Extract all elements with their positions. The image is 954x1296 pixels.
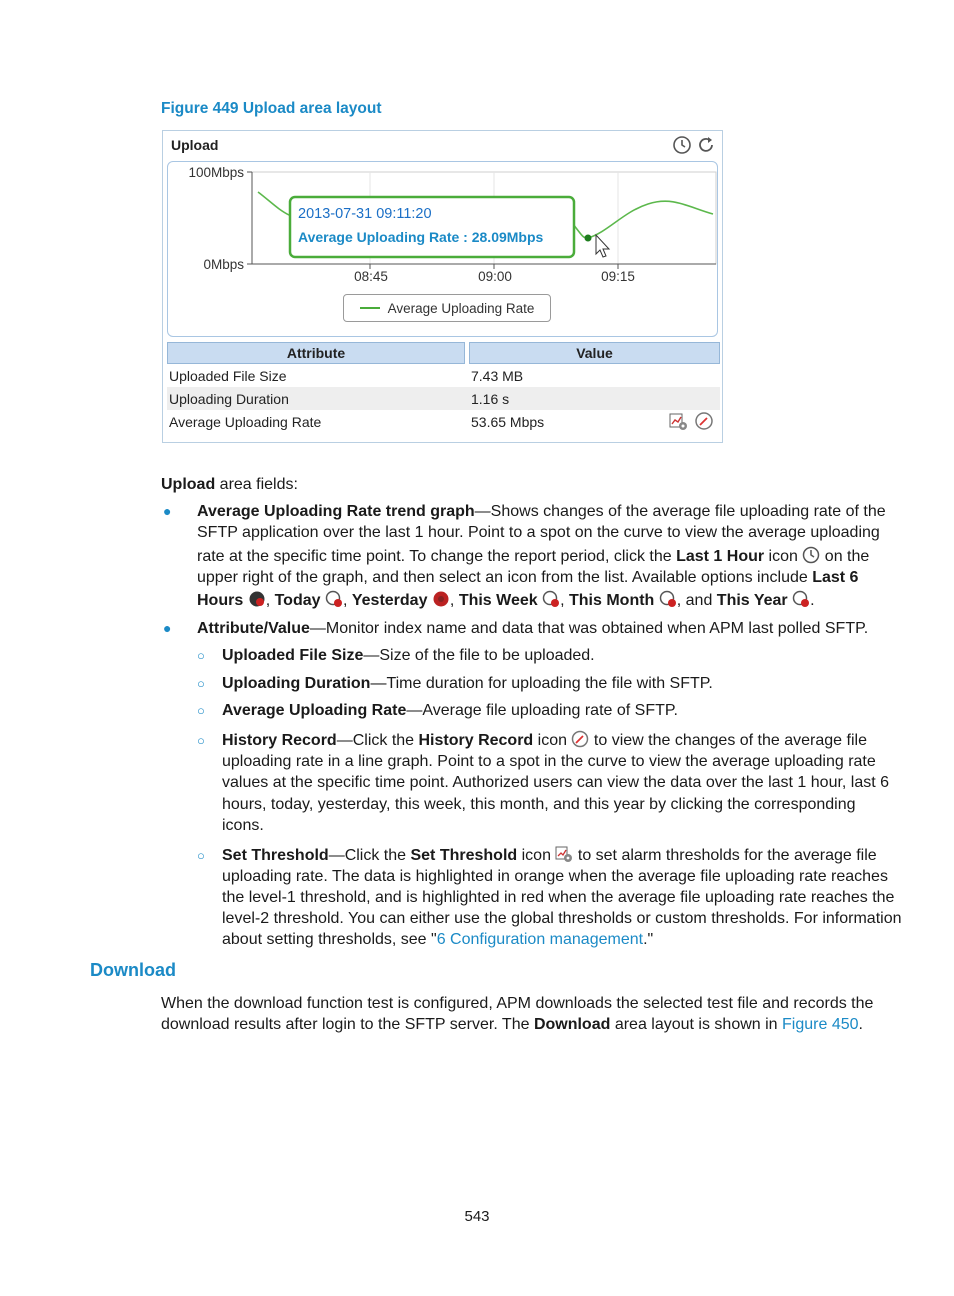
bold-text: Set Threshold — [410, 847, 518, 864]
bold-text: This Year — [716, 592, 788, 609]
bold-text: Set Threshold — [222, 847, 329, 864]
legend-label: Average Uploading Rate — [387, 300, 535, 316]
bold-text: Yesterday — [351, 592, 428, 609]
text: to view the changes of the average file — [589, 732, 867, 749]
text: , and — [676, 592, 717, 609]
text: upper right of the graph, and then select an icon from the list. Available options include — [197, 569, 813, 586]
row-icons — [668, 411, 714, 431]
tooltip-time: 2013-07-31 09:11:20 — [298, 206, 432, 222]
bullet1-line2: SFTP application over the last 1 hour. Point to a spot on the curve to view the average uploading — [197, 524, 880, 541]
bold-text: This Week — [458, 592, 538, 609]
bullet1-line1 — [197, 501, 886, 522]
download-line1: When the download function test is configured, APM downloads the selected test file and records the — [161, 995, 874, 1012]
last-1-hour-icon — [802, 546, 820, 564]
sub-bullet-circle: ○ — [197, 848, 205, 863]
text: ." — [643, 931, 654, 948]
attribute-cell: Uploaded File Size — [169, 367, 287, 384]
sub5-line4: level-2 threshold. You can either use the global thresholds or custom thresholds. For information — [222, 910, 902, 927]
y-tick-label: 0Mbps — [203, 257, 244, 272]
set-threshold-icon[interactable] — [668, 411, 688, 431]
text: , — [265, 592, 275, 609]
sub3-text — [222, 700, 678, 721]
bold-text: Uploading Duration — [222, 675, 371, 692]
text: , — [342, 592, 352, 609]
text: icon — [533, 732, 572, 749]
text: —Click the — [336, 732, 419, 749]
attribute-cell: Average Uploading Rate — [169, 413, 322, 430]
bullet1-line4 — [197, 567, 858, 588]
chart-legend[interactable] — [343, 294, 551, 322]
attribute-table — [167, 342, 720, 433]
bold-text: This Month — [569, 592, 655, 609]
text: —Time duration for uploading the file with SFTP. — [370, 675, 713, 692]
text: —Click the — [328, 847, 411, 864]
intro-bold: Upload — [161, 476, 216, 493]
this-year-icon — [792, 590, 810, 608]
value-cell: 7.43 MB — [471, 367, 524, 384]
text: —Monitor index name and data that was obtained when APM last polled SFTP. — [309, 620, 869, 637]
text: . — [810, 592, 815, 609]
sub4-line1 — [222, 730, 867, 751]
page-number: 543 — [464, 1208, 490, 1225]
y-tick-label: 100Mbps — [188, 165, 244, 180]
sub5-line1 — [222, 845, 877, 866]
series-point-highlight — [585, 235, 592, 242]
text: rate at the specific time point. To change the report period, click the — [197, 548, 677, 565]
history-record-icon — [571, 730, 589, 748]
column-header-value: Value — [469, 342, 720, 364]
sub4-line4: hours, today, yesterday, this week, this month, and this year by clicking the corresponding — [222, 796, 856, 813]
text: to set alarm thresholds for the average file — [573, 847, 877, 864]
value-cell-with-icons — [469, 410, 720, 433]
bold-text: Uploaded File Size — [222, 647, 364, 664]
today-icon — [325, 590, 343, 608]
text: area layout is shown in — [610, 1016, 783, 1033]
bullet1-line5 — [197, 590, 815, 611]
clock-icon[interactable] — [672, 135, 692, 155]
intro-text — [161, 474, 298, 495]
attribute-cell: Uploading Duration — [167, 387, 465, 410]
legend-swatch — [360, 307, 380, 309]
text: , — [560, 592, 569, 609]
bold-text: Last 6 — [812, 569, 859, 586]
yesterday-icon — [432, 590, 450, 608]
history-record-icon[interactable] — [694, 411, 714, 431]
sub5-line5 — [222, 929, 653, 950]
bold-text: History Record — [418, 732, 534, 749]
text: icon — [764, 548, 803, 565]
this-week-icon — [542, 590, 560, 608]
figure-caption: Figure 449 Upload area layout — [161, 100, 382, 117]
sub-bullet-circle: ○ — [197, 648, 205, 663]
bullet1-line3 — [197, 546, 869, 567]
sub-bullet-circle: ○ — [197, 733, 205, 748]
bullet-dot: ● — [163, 620, 172, 636]
widget-title: Upload — [171, 137, 219, 153]
bold-text: Attribute/Value — [197, 620, 310, 637]
set-threshold-icon — [555, 845, 573, 863]
last-6-hours-icon — [248, 590, 266, 608]
text: , — [449, 592, 459, 609]
this-month-icon — [659, 590, 677, 608]
x-tick-label: 08:45 — [354, 269, 388, 284]
x-tick-label: 09:00 — [478, 269, 512, 284]
figure-450-link[interactable]: Figure 450 — [782, 1016, 859, 1033]
download-line2 — [161, 1014, 863, 1035]
bold-text: Today — [274, 592, 321, 609]
upload-widget — [162, 130, 723, 443]
text: download results after login to the SFTP server. The — [161, 1016, 534, 1033]
configuration-management-link[interactable]: 6 Configuration management — [436, 931, 644, 948]
text: —Size of the file to be uploaded. — [363, 647, 595, 664]
widget-tools — [672, 135, 716, 155]
bullet1-bold: Average Uploading Rate trend graph — [197, 503, 475, 520]
bold-text: History Record — [222, 732, 337, 749]
value-text: 53.65 Mbps — [471, 413, 545, 430]
sub1-text — [222, 645, 595, 666]
sub2-text — [222, 673, 713, 694]
text: —Average file uploading rate of SFTP. — [406, 702, 678, 719]
text: icon — [517, 847, 556, 864]
bold-text: Last 1 Hour — [676, 548, 765, 565]
x-tick-label: 09:15 — [601, 269, 635, 284]
sub5-line2: uploading rate. The data is highlighted in orange when the average file uploading rate reaches — [222, 868, 888, 885]
table-row — [167, 410, 720, 433]
intro-rest: area fields: — [215, 476, 298, 493]
sub-bullet-circle: ○ — [197, 676, 205, 691]
section-heading-download: Download — [90, 960, 176, 980]
sub4-line5: icons. — [222, 817, 264, 834]
sub4-line2: uploading rate in a line graph. Point to a spot in the curve to view the average uploading rate — [222, 753, 876, 770]
text: about setting thresholds, see " — [222, 931, 437, 948]
sub5-line3: the level-1 threshold, and is highlighted in red when the average file uploading rate reaches the — [222, 889, 895, 906]
refresh-icon[interactable] — [696, 135, 716, 155]
sub-bullet-circle: ○ — [197, 703, 205, 718]
bullet-dot: ● — [163, 503, 172, 519]
text: on the — [820, 548, 870, 565]
bold-text: Average Uploading Rate — [222, 702, 407, 719]
trend-chart-panel — [167, 161, 718, 337]
bullet2-text — [197, 618, 868, 639]
table-row — [167, 387, 720, 410]
bullet1-text: —Shows changes of the average file uploading rate of the — [474, 503, 886, 520]
sub4-line3: values at the specific time point. Authorized users can view the data over the last 1 hour, last 6 — [222, 774, 890, 791]
bold-text: Download — [533, 1016, 611, 1033]
table-row — [167, 364, 720, 387]
bold-text: Hours — [197, 592, 244, 609]
column-header-attribute: Attribute — [167, 342, 465, 364]
tooltip-value: Average Uploading Rate : 28.09Mbps — [298, 229, 544, 245]
text: . — [858, 1016, 863, 1033]
value-cell: 1.16 s — [469, 387, 720, 410]
